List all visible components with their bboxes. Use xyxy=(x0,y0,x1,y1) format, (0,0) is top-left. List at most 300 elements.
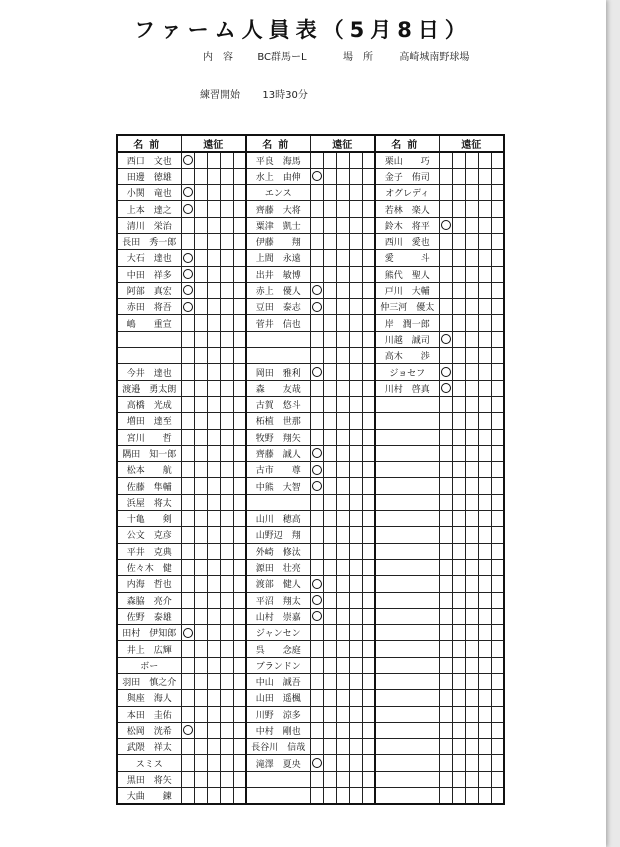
table-row xyxy=(117,641,504,657)
table-row xyxy=(117,299,504,315)
expedition-cell xyxy=(310,396,323,412)
player-name: 平井 克典 xyxy=(117,543,181,559)
blank-cell xyxy=(478,706,491,722)
player-name: 川越 誠司 xyxy=(375,331,439,347)
expedition-cell xyxy=(310,152,323,168)
expedition-cell xyxy=(439,250,452,266)
expedition-cell xyxy=(310,315,323,331)
blank-cell xyxy=(336,282,349,298)
blank-cell xyxy=(233,462,246,478)
blank-cell xyxy=(491,755,504,771)
blank-cell xyxy=(452,641,465,657)
blank-cell xyxy=(233,168,246,184)
blank-cell xyxy=(349,706,362,722)
blank-cell xyxy=(194,185,207,201)
blank-cell xyxy=(220,266,233,282)
blank-cell xyxy=(233,380,246,396)
blank-cell xyxy=(349,674,362,690)
blank-cell xyxy=(465,380,478,396)
expedition-cell xyxy=(310,690,323,706)
table-row xyxy=(117,348,504,364)
player-name: エンス xyxy=(246,185,310,201)
blank-cell xyxy=(336,348,349,364)
expedition-cell xyxy=(181,755,194,771)
blank-cell xyxy=(478,494,491,510)
player-name xyxy=(375,674,439,690)
blank-cell xyxy=(323,217,336,233)
expedition-cell xyxy=(310,625,323,641)
blank-cell xyxy=(478,331,491,347)
blank-cell xyxy=(491,185,504,201)
blank-cell xyxy=(478,266,491,282)
blank-cell xyxy=(336,478,349,494)
player-name: 滝澤 夏央 xyxy=(246,755,310,771)
player-name xyxy=(375,739,439,755)
player-name: 高橋 光成 xyxy=(117,396,181,412)
blank-cell xyxy=(465,722,478,738)
blank-cell xyxy=(362,511,375,527)
blank-cell xyxy=(323,152,336,168)
player-name xyxy=(375,771,439,787)
expedition-cell xyxy=(181,331,194,347)
blank-cell xyxy=(349,429,362,445)
blank-cell xyxy=(491,543,504,559)
expedition-cell xyxy=(439,706,452,722)
table-row xyxy=(117,722,504,738)
blank-cell xyxy=(465,527,478,543)
blank-cell xyxy=(323,185,336,201)
blank-cell xyxy=(233,299,246,315)
blank-cell xyxy=(336,722,349,738)
blank-cell xyxy=(362,380,375,396)
player-name: 菅井 信也 xyxy=(246,315,310,331)
blank-cell xyxy=(362,706,375,722)
blank-cell xyxy=(207,657,220,673)
blank-cell xyxy=(349,511,362,527)
blank-cell xyxy=(233,413,246,429)
blank-cell xyxy=(194,559,207,575)
blank-cell xyxy=(478,527,491,543)
blank-cell xyxy=(220,657,233,673)
blank-cell xyxy=(349,543,362,559)
blank-cell xyxy=(491,625,504,641)
circle-mark-icon xyxy=(312,448,322,458)
blank-cell xyxy=(207,511,220,527)
blank-cell xyxy=(452,559,465,575)
blank-cell xyxy=(233,592,246,608)
blank-cell xyxy=(349,331,362,347)
table-row xyxy=(117,168,504,184)
player-name: 宮川 哲 xyxy=(117,429,181,445)
expedition-cell xyxy=(310,282,323,298)
blank-cell xyxy=(336,201,349,217)
table-row xyxy=(117,217,504,233)
blank-cell xyxy=(478,299,491,315)
player-name: 愛 斗 xyxy=(375,250,439,266)
blank-cell xyxy=(349,576,362,592)
blank-cell xyxy=(491,511,504,527)
player-name: 高木 渉 xyxy=(375,348,439,364)
blank-cell xyxy=(220,755,233,771)
expedition-cell xyxy=(439,282,452,298)
blank-cell xyxy=(491,722,504,738)
table-row xyxy=(117,478,504,494)
content-value: BC群馬ーL xyxy=(257,52,307,63)
circle-mark-icon xyxy=(312,758,322,768)
expedition-cell xyxy=(310,608,323,624)
blank-cell xyxy=(491,674,504,690)
blank-cell xyxy=(207,771,220,787)
blank-cell xyxy=(491,266,504,282)
table-row xyxy=(117,559,504,575)
blank-cell xyxy=(478,348,491,364)
blank-cell xyxy=(233,315,246,331)
expedition-cell xyxy=(439,771,452,787)
blank-cell xyxy=(336,625,349,641)
expedition-cell xyxy=(310,543,323,559)
expedition-cell xyxy=(439,608,452,624)
table-row xyxy=(117,429,504,445)
blank-cell xyxy=(207,608,220,624)
blank-cell xyxy=(336,641,349,657)
blank-cell xyxy=(336,592,349,608)
table-row xyxy=(117,511,504,527)
blank-cell xyxy=(336,233,349,249)
blank-cell xyxy=(336,559,349,575)
player-name xyxy=(375,690,439,706)
blank-cell xyxy=(194,348,207,364)
player-name xyxy=(375,755,439,771)
blank-cell xyxy=(323,250,336,266)
blank-cell xyxy=(220,429,233,445)
expedition-cell xyxy=(439,445,452,461)
expedition-header: 遠征 xyxy=(439,135,504,152)
blank-cell xyxy=(323,364,336,380)
blank-cell xyxy=(207,152,220,168)
player-name: 黒田 将矢 xyxy=(117,771,181,787)
blank-cell xyxy=(233,445,246,461)
expedition-cell xyxy=(310,462,323,478)
player-name: 西川 愛也 xyxy=(375,233,439,249)
blank-cell xyxy=(207,641,220,657)
blank-cell xyxy=(465,331,478,347)
player-name xyxy=(375,559,439,575)
blank-cell xyxy=(491,494,504,510)
blank-cell xyxy=(194,527,207,543)
blank-cell xyxy=(233,690,246,706)
expedition-cell xyxy=(181,641,194,657)
blank-cell xyxy=(465,445,478,461)
player-name: ブランドン xyxy=(246,657,310,673)
blank-cell xyxy=(349,233,362,249)
blank-cell xyxy=(362,478,375,494)
blank-cell xyxy=(194,396,207,412)
blank-cell xyxy=(362,625,375,641)
player-name: 大石 達也 xyxy=(117,250,181,266)
blank-cell xyxy=(362,429,375,445)
blank-cell xyxy=(323,478,336,494)
blank-cell xyxy=(465,364,478,380)
blank-cell xyxy=(349,152,362,168)
player-name: 公文 克彦 xyxy=(117,527,181,543)
expedition-cell xyxy=(181,739,194,755)
blank-cell xyxy=(233,625,246,641)
blank-cell xyxy=(349,250,362,266)
practice-start xyxy=(200,86,308,101)
blank-cell xyxy=(233,201,246,217)
expedition-cell xyxy=(439,625,452,641)
blank-cell xyxy=(194,478,207,494)
blank-cell xyxy=(220,233,233,249)
blank-cell xyxy=(465,282,478,298)
expedition-cell xyxy=(310,511,323,527)
blank-cell xyxy=(194,625,207,641)
blank-cell xyxy=(220,543,233,559)
blank-cell xyxy=(362,722,375,738)
blank-cell xyxy=(452,755,465,771)
blank-cell xyxy=(362,233,375,249)
table-row xyxy=(117,152,504,168)
player-name xyxy=(375,494,439,510)
blank-cell xyxy=(349,592,362,608)
player-name: 岸 潤一郎 xyxy=(375,315,439,331)
expedition-cell xyxy=(310,674,323,690)
expedition-cell xyxy=(181,152,194,168)
player-name: 上間 永遠 xyxy=(246,250,310,266)
blank-cell xyxy=(452,788,465,804)
blank-cell xyxy=(362,592,375,608)
blank-cell xyxy=(491,201,504,217)
blank-cell xyxy=(323,413,336,429)
blank-cell xyxy=(336,217,349,233)
circle-mark-icon xyxy=(441,367,451,377)
blank-cell xyxy=(465,462,478,478)
blank-cell xyxy=(465,413,478,429)
blank-cell xyxy=(220,364,233,380)
blank-cell xyxy=(336,462,349,478)
blank-cell xyxy=(349,282,362,298)
table-row xyxy=(117,315,504,331)
game-info xyxy=(203,48,469,63)
blank-cell xyxy=(452,364,465,380)
blank-cell xyxy=(207,396,220,412)
blank-cell xyxy=(478,413,491,429)
blank-cell xyxy=(349,364,362,380)
player-name: 與座 海人 xyxy=(117,690,181,706)
blank-cell xyxy=(491,559,504,575)
blank-cell xyxy=(465,788,478,804)
blank-cell xyxy=(220,674,233,690)
blank-cell xyxy=(207,462,220,478)
table-row xyxy=(117,706,504,722)
blank-cell xyxy=(336,445,349,461)
circle-mark-icon xyxy=(312,285,322,295)
player-name: 佐々木 健 xyxy=(117,559,181,575)
blank-cell xyxy=(478,201,491,217)
blank-cell xyxy=(323,608,336,624)
expedition-cell xyxy=(181,690,194,706)
blank-cell xyxy=(465,315,478,331)
blank-cell xyxy=(220,592,233,608)
blank-cell xyxy=(194,543,207,559)
blank-cell xyxy=(220,494,233,510)
expedition-cell xyxy=(439,266,452,282)
player-name: 渡部 健人 xyxy=(246,576,310,592)
blank-cell xyxy=(362,543,375,559)
blank-cell xyxy=(491,152,504,168)
expedition-cell xyxy=(181,168,194,184)
expedition-cell xyxy=(181,299,194,315)
blank-cell xyxy=(349,625,362,641)
blank-cell xyxy=(336,543,349,559)
blank-cell xyxy=(465,592,478,608)
blank-cell xyxy=(349,396,362,412)
blank-cell xyxy=(233,152,246,168)
table-row xyxy=(117,543,504,559)
blank-cell xyxy=(233,657,246,673)
expedition-cell xyxy=(439,380,452,396)
blank-cell xyxy=(349,445,362,461)
expedition-cell xyxy=(310,233,323,249)
player-name: 森脇 亮介 xyxy=(117,592,181,608)
blank-cell xyxy=(362,152,375,168)
player-name: 古賀 悠斗 xyxy=(246,396,310,412)
blank-cell xyxy=(362,331,375,347)
blank-cell xyxy=(323,282,336,298)
expedition-cell xyxy=(439,152,452,168)
blank-cell xyxy=(349,608,362,624)
blank-cell xyxy=(465,233,478,249)
blank-cell xyxy=(207,625,220,641)
blank-cell xyxy=(491,413,504,429)
blank-cell xyxy=(362,494,375,510)
circle-mark-icon xyxy=(183,269,193,279)
table-row xyxy=(117,739,504,755)
blank-cell xyxy=(478,592,491,608)
blank-cell xyxy=(452,331,465,347)
blank-cell xyxy=(323,380,336,396)
blank-cell xyxy=(194,690,207,706)
blank-cell xyxy=(465,250,478,266)
blank-cell xyxy=(207,250,220,266)
blank-cell xyxy=(207,429,220,445)
blank-cell xyxy=(194,429,207,445)
player-name: 長谷川 信哉 xyxy=(246,739,310,755)
blank-cell xyxy=(478,168,491,184)
blank-cell xyxy=(478,217,491,233)
blank-cell xyxy=(465,576,478,592)
blank-cell xyxy=(220,217,233,233)
player-name xyxy=(375,625,439,641)
blank-cell xyxy=(491,462,504,478)
player-name: 粟津 凱士 xyxy=(246,217,310,233)
blank-cell xyxy=(194,364,207,380)
table-row xyxy=(117,364,504,380)
player-name: 山村 崇嘉 xyxy=(246,608,310,624)
player-name: 佐野 泰雄 xyxy=(117,608,181,624)
blank-cell xyxy=(362,413,375,429)
player-name xyxy=(246,348,310,364)
blank-cell xyxy=(233,755,246,771)
blank-cell xyxy=(452,706,465,722)
blank-cell xyxy=(452,478,465,494)
expedition-cell xyxy=(181,348,194,364)
blank-cell xyxy=(220,380,233,396)
blank-cell xyxy=(207,739,220,755)
blank-cell xyxy=(220,282,233,298)
blank-cell xyxy=(349,348,362,364)
blank-cell xyxy=(349,462,362,478)
player-name: 武隈 祥太 xyxy=(117,739,181,755)
expedition-cell xyxy=(181,250,194,266)
player-name xyxy=(375,657,439,673)
blank-cell xyxy=(362,527,375,543)
expedition-cell xyxy=(181,266,194,282)
blank-cell xyxy=(233,348,246,364)
player-name: 齊藤 誠人 xyxy=(246,445,310,461)
blank-cell xyxy=(452,299,465,315)
blank-cell xyxy=(465,674,478,690)
blank-cell xyxy=(465,706,478,722)
blank-cell xyxy=(336,331,349,347)
blank-cell xyxy=(220,527,233,543)
blank-cell xyxy=(233,429,246,445)
blank-cell xyxy=(207,348,220,364)
blank-cell xyxy=(207,559,220,575)
blank-cell xyxy=(233,478,246,494)
blank-cell xyxy=(207,282,220,298)
player-name: 中山 誠吾 xyxy=(246,674,310,690)
blank-cell xyxy=(194,250,207,266)
circle-mark-icon xyxy=(183,628,193,638)
blank-cell xyxy=(207,706,220,722)
blank-cell xyxy=(220,706,233,722)
circle-mark-icon xyxy=(312,595,322,605)
expedition-cell xyxy=(439,739,452,755)
expedition-cell xyxy=(439,462,452,478)
blank-cell xyxy=(362,299,375,315)
blank-cell xyxy=(491,331,504,347)
expedition-cell xyxy=(310,527,323,543)
blank-cell xyxy=(362,315,375,331)
expedition-cell xyxy=(310,364,323,380)
blank-cell xyxy=(362,576,375,592)
blank-cell xyxy=(194,494,207,510)
expedition-cell xyxy=(181,592,194,608)
blank-cell xyxy=(233,576,246,592)
table-row xyxy=(117,771,504,787)
table-row xyxy=(117,608,504,624)
blank-cell xyxy=(194,266,207,282)
expedition-cell xyxy=(181,185,194,201)
blank-cell xyxy=(491,478,504,494)
blank-cell xyxy=(233,364,246,380)
blank-cell xyxy=(491,168,504,184)
table-row xyxy=(117,625,504,641)
blank-cell xyxy=(465,739,478,755)
expedition-cell xyxy=(439,478,452,494)
blank-cell xyxy=(452,348,465,364)
player-name: 伊藤 翔 xyxy=(246,233,310,249)
name-header: 名前 xyxy=(375,135,439,152)
player-name: オグレディ xyxy=(375,185,439,201)
blank-cell xyxy=(478,233,491,249)
blank-cell xyxy=(491,576,504,592)
table-row xyxy=(117,396,504,412)
blank-cell xyxy=(362,608,375,624)
player-name xyxy=(246,494,310,510)
expedition-cell xyxy=(439,396,452,412)
